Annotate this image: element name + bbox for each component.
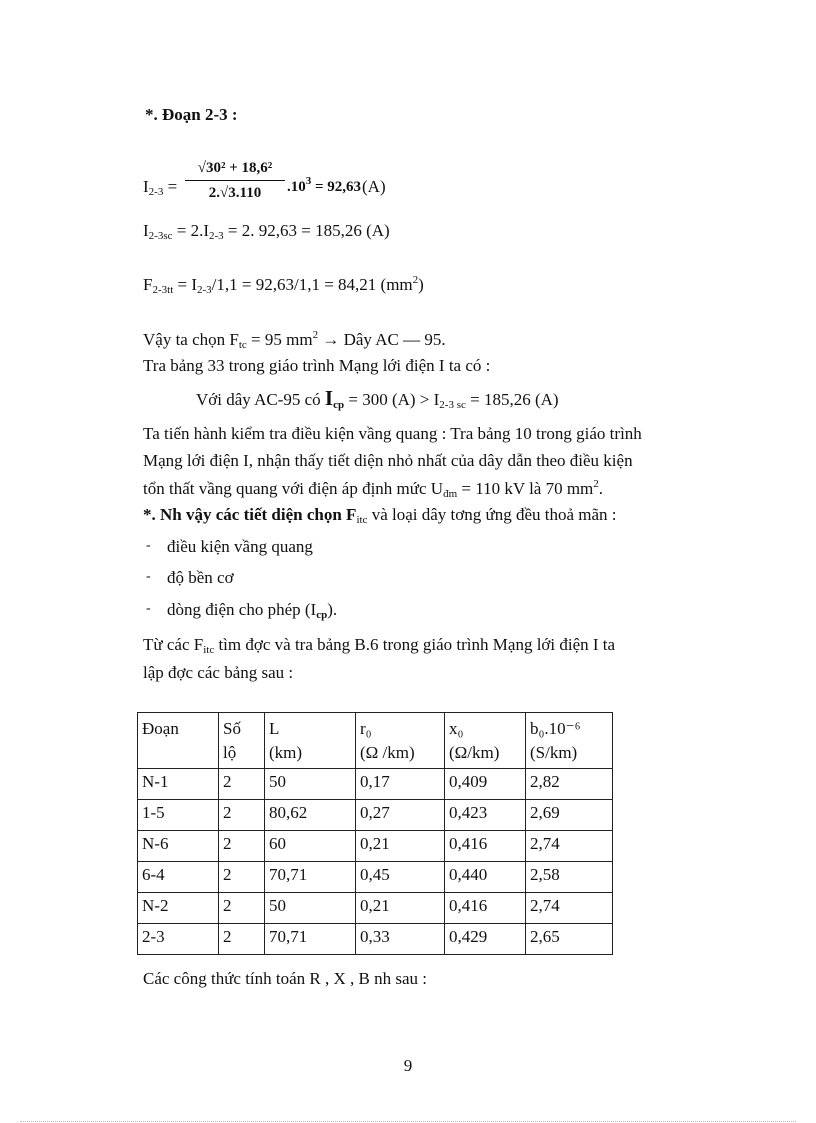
bullet-item: dòng điện cho phép $(I_{cp})$. bbox=[167, 600, 338, 621]
para3-line1: Từ các $F_{itc}$ tìm đợc và tra bảng B.6 trong giáo trình Mạng lới điện I ta bbox=[143, 635, 616, 656]
table-cell: N-2 bbox=[138, 892, 219, 923]
header-cell: Số lộ bbox=[219, 713, 265, 769]
formula-result: $.10^3 = 92,63$ bbox=[287, 175, 362, 195]
table-row bbox=[138, 892, 613, 923]
section-tt-line: $F_{2-3tt} = I_{2-3}/1,1 = 92,63/1,1 = 84,21$ $(mm^2)$ bbox=[143, 274, 424, 296]
table-cell: 80,62 bbox=[265, 799, 356, 830]
table-cell: 50 bbox=[265, 892, 356, 923]
table-cell: 0,440 bbox=[445, 861, 526, 892]
table-cell: 2 bbox=[219, 768, 265, 799]
table-cell: 0,416 bbox=[445, 830, 526, 861]
table-cell: 0,429 bbox=[445, 923, 526, 954]
table-cell: 2,69 bbox=[526, 799, 613, 830]
para1-line2: Mạng lới điện I, nhận thấy tiết diện nhỏ nhất của dây dẫn theo điều kiện bbox=[143, 451, 633, 470]
formula-lhs: $I_{2-3}$ = bbox=[143, 177, 178, 198]
header-cell: Đoạn bbox=[138, 713, 219, 769]
table-cell: 2 bbox=[219, 799, 265, 830]
para1-line3: tổn thất vầng quang với điện áp định mức $U_{đm} = 110$ kV là 70 $mm^2$. bbox=[143, 478, 604, 500]
bullet-item: độ bền cơ bbox=[167, 568, 234, 587]
para1-line1: Ta tiến hành kiểm tra điều kiện vầng quang : Tra bảng 10 trong giáo trình bbox=[143, 424, 642, 443]
formula-fraction bbox=[185, 160, 285, 202]
tra-bang-line: Tra bảng 33 trong giáo trình Mạng lới điện I ta có : bbox=[143, 356, 491, 375]
table-cell: N-1 bbox=[138, 768, 219, 799]
choose-line: Vậy ta chọn $F_{tc} = 95$ $mm^2$ → Dây AC — 95. bbox=[143, 329, 446, 351]
bullet-marker: - bbox=[146, 601, 151, 616]
table-cell: 0,416 bbox=[445, 892, 526, 923]
header-cell: L (km) bbox=[265, 713, 356, 769]
line-parameters-table bbox=[137, 712, 613, 955]
table-cell: 0,423 bbox=[445, 799, 526, 830]
table-cell: 2 bbox=[219, 861, 265, 892]
table-cell: 70,71 bbox=[265, 923, 356, 954]
table-cell: 0,409 bbox=[445, 768, 526, 799]
table-cell: 2-3 bbox=[138, 923, 219, 954]
current-sc-line: $I_{2-3sc} = 2.I_{2-3} = 2$. 92,63 = 185,26 (A) bbox=[143, 221, 390, 242]
page-number: 9 bbox=[403, 1056, 413, 1075]
formula-denominator: 2.√3.110 bbox=[208, 185, 262, 201]
table-cell: 0,45 bbox=[356, 861, 445, 892]
para2-line: *. Nh vậy các tiết diện chọn $F_{itc}$ và loại dây tơng ứng đều thoả mãn : bbox=[143, 505, 617, 526]
table-cell: 2,58 bbox=[526, 861, 613, 892]
closing-line: Các công thức tính toán R , X , B nh sau : bbox=[143, 969, 428, 988]
bullet-marker: - bbox=[146, 569, 151, 584]
voi-day-line: Với dây AC-95 có $I_{cp} = 300$ $(A) > I_{2-3 sc} = 185,26$ (A) bbox=[196, 386, 559, 411]
formula-numerator: √30² + 18,6² bbox=[185, 160, 285, 181]
page-bottom-divider bbox=[20, 1121, 796, 1122]
table-cell: 60 bbox=[265, 830, 356, 861]
table-cell: 2 bbox=[219, 892, 265, 923]
para3-line2: lập đợc các bảng sau : bbox=[143, 663, 294, 682]
table-cell: 2,82 bbox=[526, 768, 613, 799]
table-cell: 2,74 bbox=[526, 830, 613, 861]
table-row bbox=[138, 923, 613, 954]
header-cell: x₀ (Ω/km) bbox=[445, 713, 526, 769]
table-cell: 0,33 bbox=[356, 923, 445, 954]
table-row bbox=[138, 830, 613, 861]
table-cell: 2,74 bbox=[526, 892, 613, 923]
bullet-item: điều kiện vầng quang bbox=[167, 537, 313, 556]
bullet-marker: - bbox=[146, 538, 151, 553]
table-cell: 0,27 bbox=[356, 799, 445, 830]
table-cell: 0,17 bbox=[356, 768, 445, 799]
table-row bbox=[138, 861, 613, 892]
table-cell: 2,65 bbox=[526, 923, 613, 954]
formula-unit: (A) bbox=[362, 177, 386, 196]
table-header-row bbox=[138, 713, 613, 769]
table-cell: 2 bbox=[219, 923, 265, 954]
table-cell: 70,71 bbox=[265, 861, 356, 892]
header-cell: r₀ (Ω /km) bbox=[356, 713, 445, 769]
table-cell: 50 bbox=[265, 768, 356, 799]
section-heading: *. Đoạn 2-3 : bbox=[145, 105, 238, 124]
table-cell: 0,21 bbox=[356, 892, 445, 923]
table-row bbox=[138, 799, 613, 830]
table-cell: N-6 bbox=[138, 830, 219, 861]
table-row bbox=[138, 768, 613, 799]
table-cell: 1-5 bbox=[138, 799, 219, 830]
table-cell: 2 bbox=[219, 830, 265, 861]
header-cell: b₀.10⁻⁶ (S/km) bbox=[526, 713, 613, 769]
table-cell: 6-4 bbox=[138, 861, 219, 892]
table-cell: 0,21 bbox=[356, 830, 445, 861]
